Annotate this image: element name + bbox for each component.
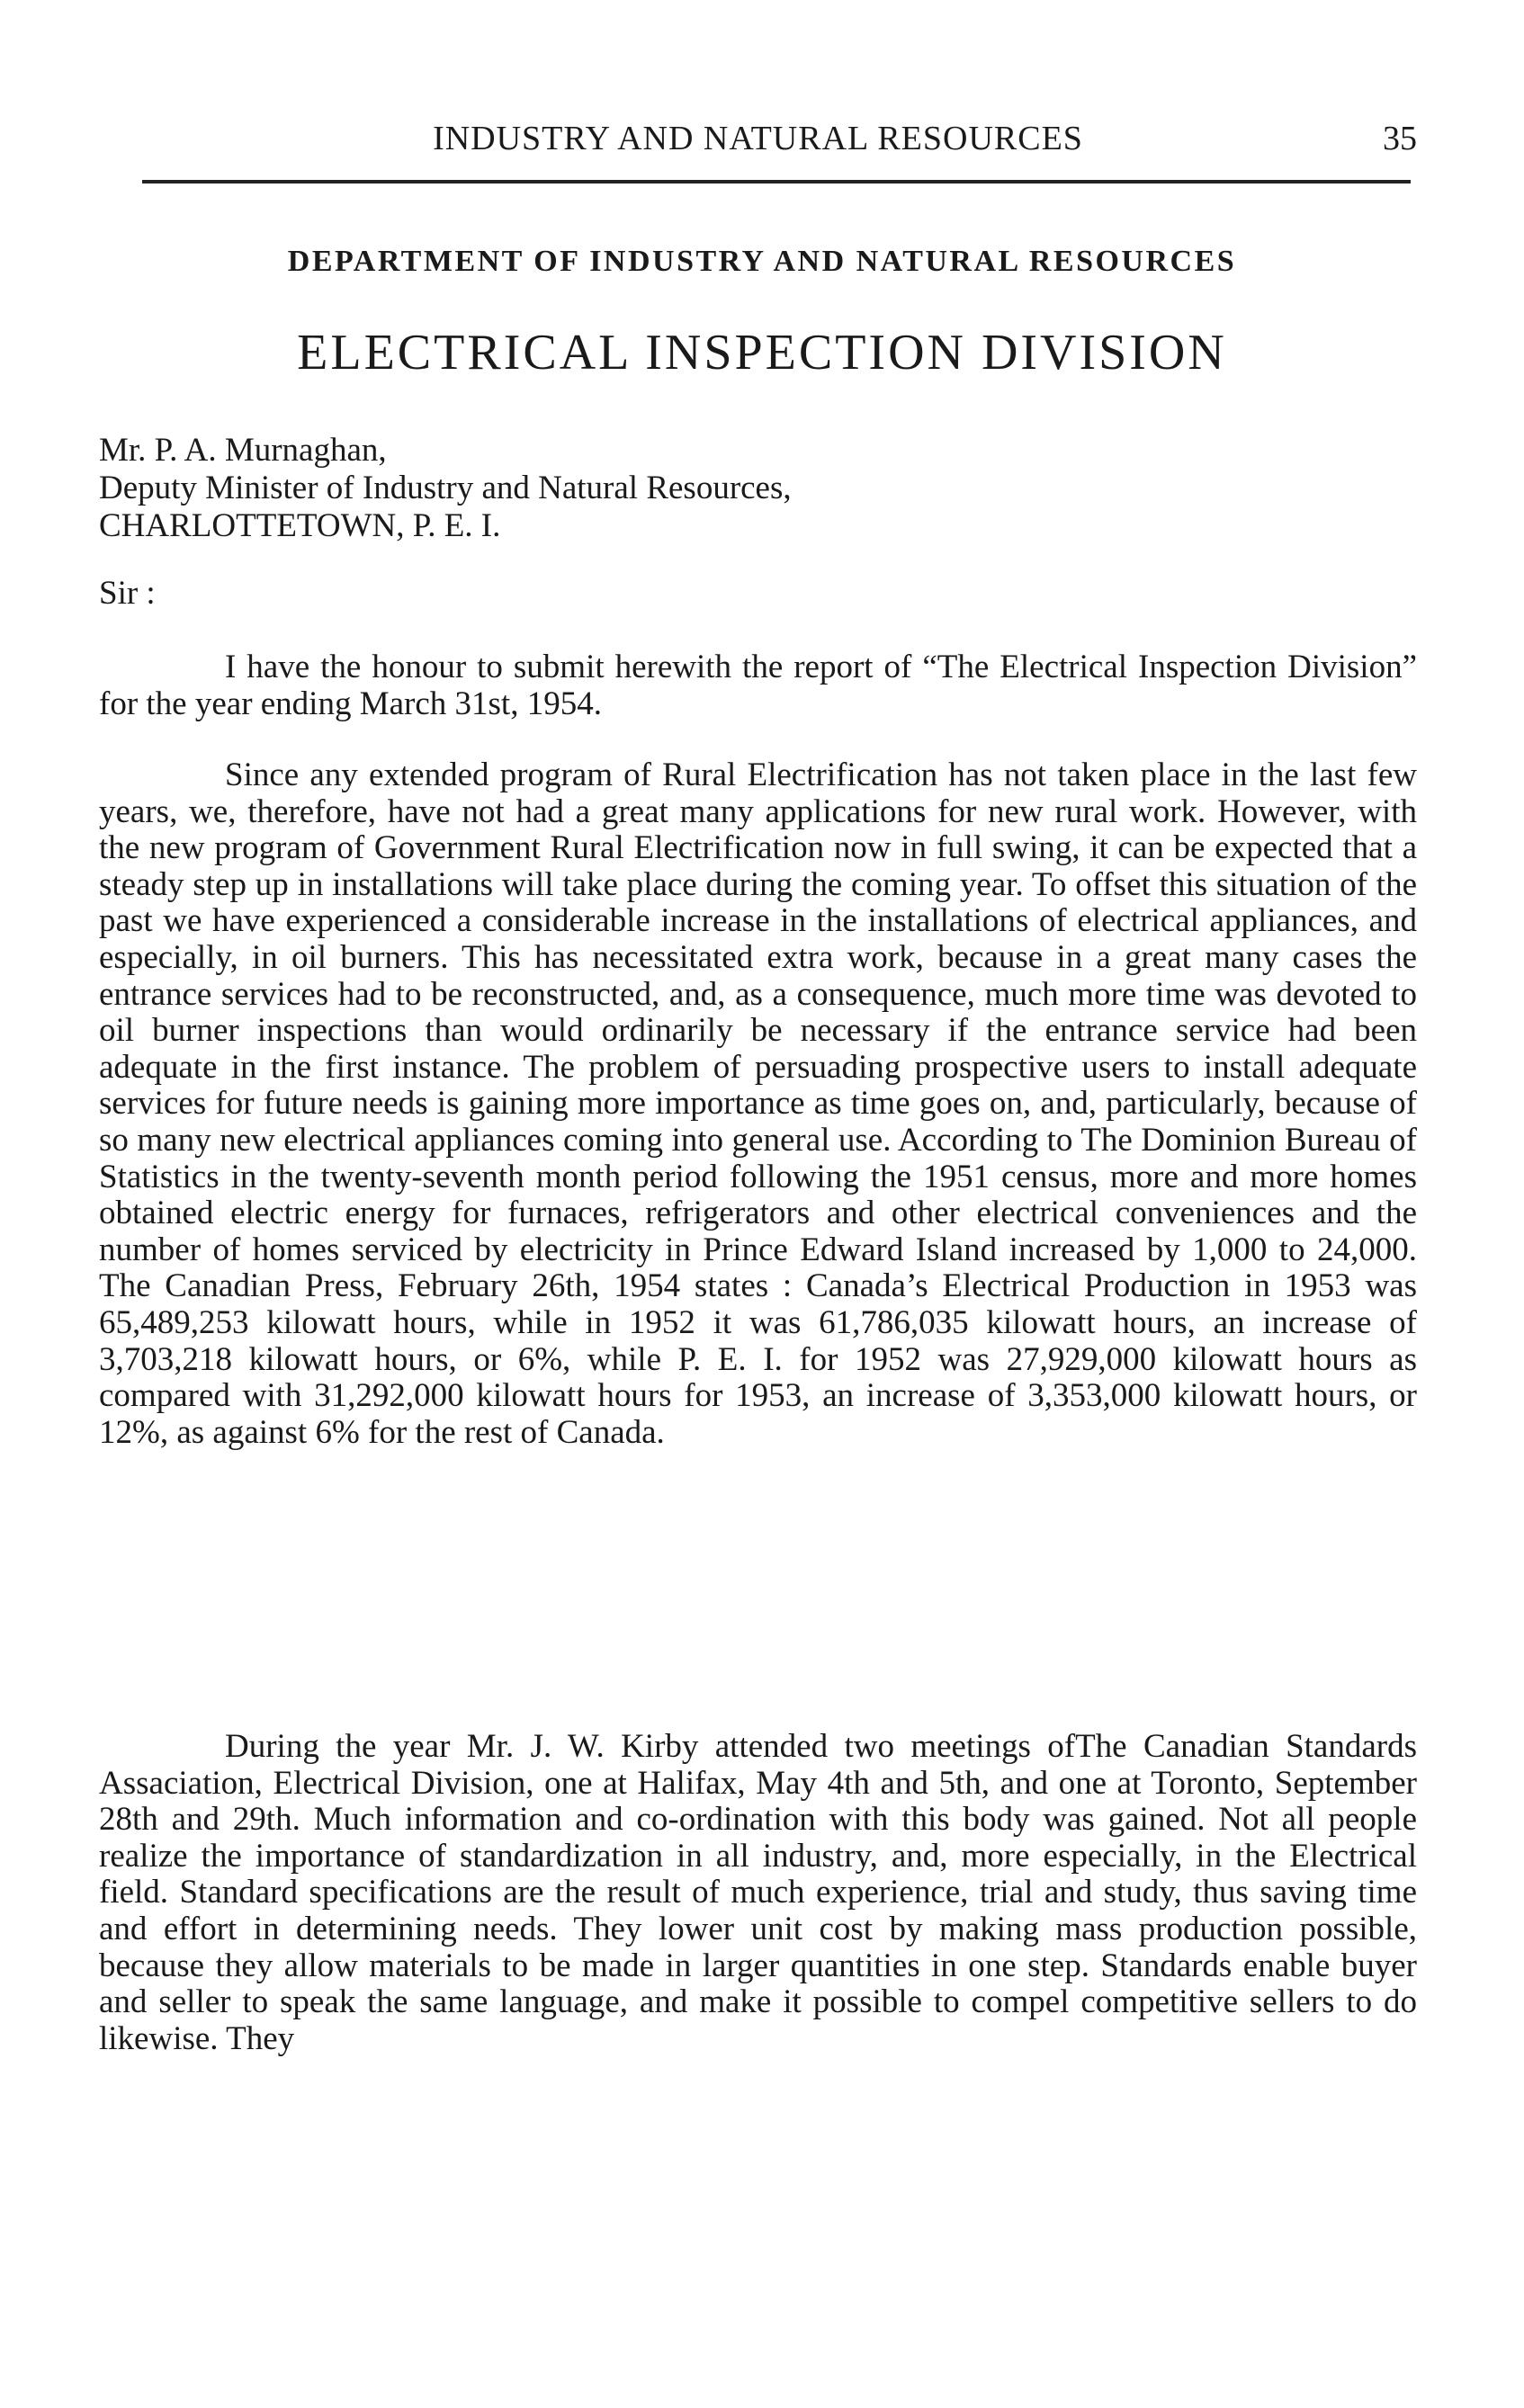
- addressee-name: Mr. P. A. Murnaghan,: [99, 432, 387, 469]
- paragraph-rural-electrification: Since any extended program of Rural Electrification has not taken place in the last few years, we, therefore, have not had a great many applications for new rural work. However, with the new program of Government Rural Electrification now in full swing, it can be expected that a steady step up in installations will take place during the coming year. To offset this situation of the past we have experienced a considerable increase in the installations of electrical appliances, and especially, in oil burners. This has necessitated extra work, because in a great many cases the entrance services had to be reconstructed, and, as a consequence, much more time was devoted to oil burner inspections than would ordinarily be necessary if the entrance service had been adequate in the first instance. The problem of persuading prospective users to install adequate services for future needs is gaining more importance as time goes on, and, particularly, because of so many new electrical appliances coming into general use. According to The Dominion Bureau of Statistics in the twenty-seventh month period following the 1951 census, more and more homes obtained electric energy for furnaces, refrigerators and other electrical conveniences and the number of homes serviced by electricity in Prince Edward Island increased by 1,000 to 24,000. The Canadian Press, February 26th, 1954 states : Canada’s Electrical Production in 1953 was 65,489,253 kilowatt hours, while in 1952 it was 61,786,035 kilowatt hours, an increase of 3,703,218 kilowatt hours, or 6%, while P. E. I. for 1952 was 27,929,000 kilowatt hours as compared with 31,292,000 kilowatt hours for 1953, an increase of 3,353,000 kilowatt hours, or 12%, as against 6% for the rest of Canada.: [99, 756, 1417, 1451]
- running-title: INDUSTRY AND NATURAL RESOURCES: [433, 120, 1083, 157]
- paragraph-standards: During the year Mr. J. W. Kirby attended two meetings ofThe Canadian Standards Assaciation, Electrical Division, one at Halifax, May 4th and 5th, and one at Toronto, September 28th and 29th. Much information and co-ordination with this body was gained. Not all people realize the importance of standardization in all industry, and, more especially, in the Electrical field. Standard specifications are the result of much experience, trial and study, thus saving time and effort in determining needs. They lower unit cost by making mass production possible, because they allow materials to be made in larger quantities in one step. Standards enable buyer and seller to speak the same language, and make it possible to compel competitive sellers to do likewise. They: [99, 1728, 1417, 2057]
- header-rule: [142, 180, 1411, 184]
- paragraph-intro: I have the honour to submit herewith the report of “The Electrical Inspection Division” for the year ending March 31st, 1954.: [99, 649, 1417, 722]
- division-heading: ELECTRICAL INSPECTION DIVISION: [297, 325, 1227, 380]
- address-block: [99, 432, 792, 545]
- salutation: Sir :: [99, 575, 156, 612]
- department-heading: DEPARTMENT OF INDUSTRY AND NATURAL RESOURCES: [287, 245, 1237, 278]
- page-number: 35: [1383, 120, 1417, 157]
- addressee-location: CHARLOTTETOWN, P. E. I.: [99, 507, 501, 544]
- addressee-position: Deputy Minister of Industry and Natural Resources,: [99, 470, 792, 506]
- running-header: [99, 119, 1417, 164]
